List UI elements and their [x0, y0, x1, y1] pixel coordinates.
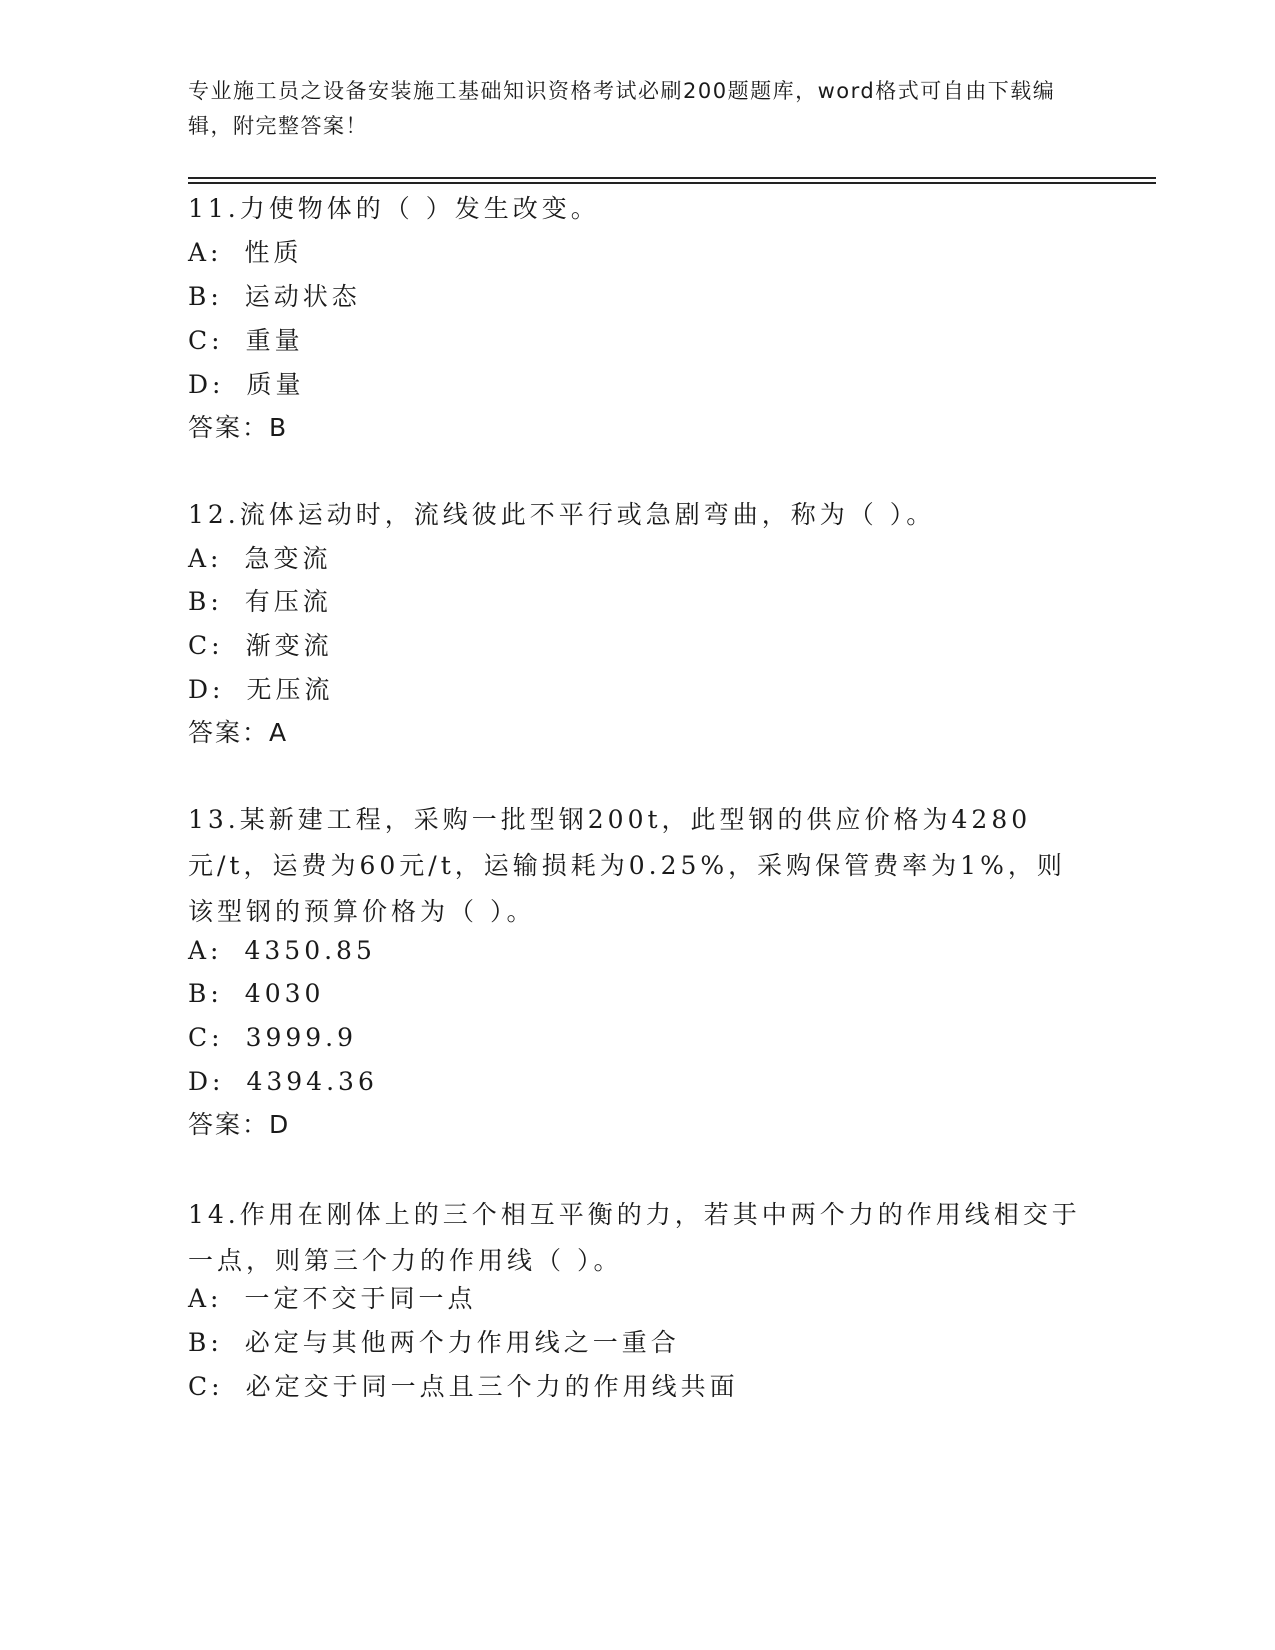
- question-12-text: 12.流体运动时，流线彼此不平行或急剧弯曲，称为（ ）。: [188, 500, 936, 529]
- option-label: B:: [188, 282, 223, 311]
- option-label: A:: [188, 238, 223, 267]
- option-text: 运动状态: [244, 282, 361, 311]
- option-label: C:: [188, 1023, 224, 1052]
- question-11-option-b: [188, 280, 361, 314]
- option-text: 一定不交于同一点: [244, 1284, 477, 1313]
- option-text: 必定交于同一点且三个力的作用线共面: [245, 1372, 739, 1401]
- question-11-text: 11.力使物体的（ ）发生改变。: [188, 194, 600, 223]
- option-text: 4350.85: [244, 936, 376, 965]
- option-text: 质量: [246, 370, 305, 399]
- option-text: 渐变流: [245, 631, 333, 660]
- option-label: D:: [188, 1067, 225, 1096]
- option-text: 4030: [244, 979, 325, 1008]
- option-text: 4394.36: [246, 1067, 378, 1096]
- option-text: 有压流: [244, 587, 332, 616]
- question-14-text: 14.作用在刚体上的三个相互平衡的力，若其中两个力的作用线相交于一点，则第三个力的作用线（ ）。: [188, 1200, 1081, 1275]
- header-divider-top: [188, 177, 1156, 179]
- question-13-option-d: [188, 1065, 378, 1099]
- question-14-option-b: [188, 1326, 680, 1360]
- question-11-option-a: [188, 236, 303, 270]
- option-label: C:: [188, 326, 224, 355]
- option-label: B:: [188, 1328, 223, 1357]
- question-13-option-a: [188, 934, 376, 968]
- header-divider-bottom: [188, 182, 1156, 184]
- question-14-option-c: [188, 1370, 739, 1404]
- option-label: A:: [188, 936, 223, 965]
- option-label: C:: [188, 631, 224, 660]
- option-label: B:: [188, 587, 223, 616]
- question-12-option-c: [188, 629, 333, 663]
- option-label: C:: [188, 1372, 224, 1401]
- question-12-option-d: [188, 673, 333, 707]
- question-12-option-a: [188, 542, 332, 576]
- option-text: 3999.9: [245, 1023, 358, 1052]
- question-13-text: 13.某新建工程，采购一批型钢200t，此型钢的供应价格为4280元/t，运费为60元/t，运输损耗为0.25%，采购保管费率为1%，则该型钢的预算价格为（ ）。: [188, 805, 1066, 926]
- option-label: A:: [188, 544, 223, 573]
- option-text: 重量: [245, 326, 304, 355]
- document-intro: 专业施工员之设备安装施工基础知识资格考试必刷200题题库，word格式可自由下载编辑，附完整答案！: [188, 79, 1056, 138]
- option-label: A:: [188, 1284, 223, 1313]
- question-13-option-c: [188, 1021, 357, 1055]
- option-label: B:: [188, 979, 223, 1008]
- option-text: 无压流: [246, 675, 334, 704]
- option-text: 必定与其他两个力作用线之一重合: [244, 1328, 680, 1357]
- question-11-option-d: [188, 368, 304, 402]
- question-11-option-c: [188, 324, 304, 358]
- option-label: D:: [188, 370, 225, 399]
- question-13-option-b: [188, 977, 324, 1011]
- option-text: 性质: [244, 238, 303, 267]
- option-text: 急变流: [244, 544, 332, 573]
- option-label: D:: [188, 675, 225, 704]
- question-13-answer: 答案：D: [188, 1110, 291, 1139]
- question-12-answer: 答案：A: [188, 718, 289, 747]
- question-11-answer: 答案：B: [188, 413, 289, 442]
- question-12-option-b: [188, 585, 332, 619]
- question-14-option-a: [188, 1282, 477, 1316]
